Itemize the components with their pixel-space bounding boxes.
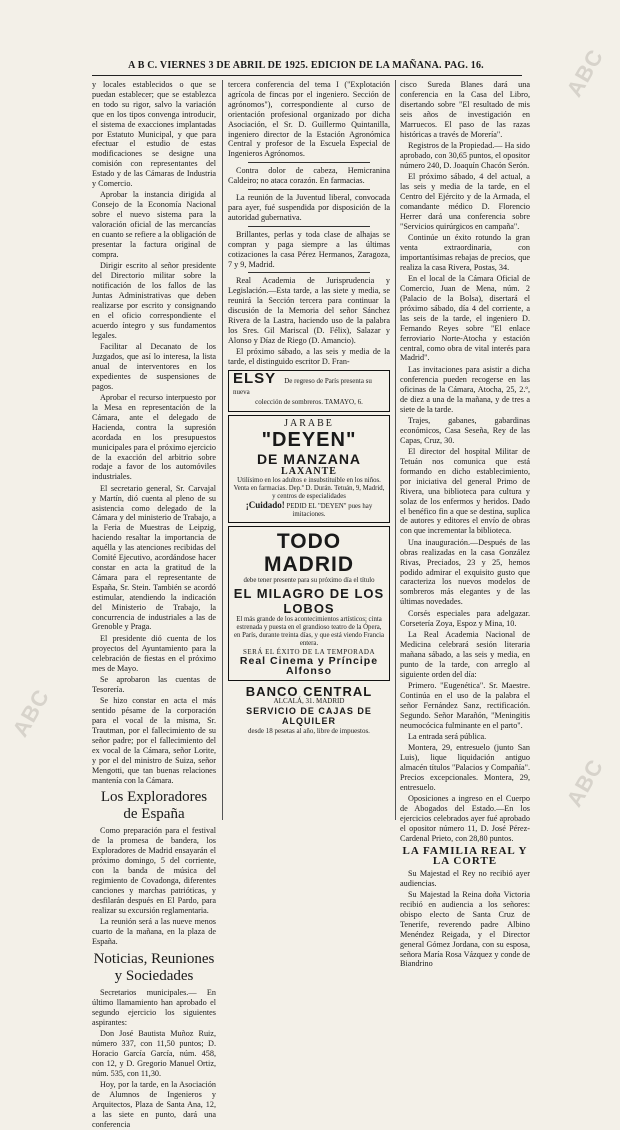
ad-deyen-title: "DEYEN" xyxy=(261,428,357,451)
ad-banco-title: BANCO CENTRAL xyxy=(245,684,373,700)
ad-banco-cajas-sub: desde 18 pesetas al año, libre de impuestos. xyxy=(248,726,370,735)
paragraph: Las invitaciones para asistir a dicha conferencia pueden recogerse en las oficinas de la Cámara, Atocha, 25, 2.º, de diez a una de la mañana, y de tres a siete de la tarde. xyxy=(400,364,530,414)
paragraph: En el local de la Cámara Oficial de Comercio, Juan de Mena, núm. 2 (Palacio de la Bolsa), disertará el próximo sábado, día 4 del corriente, a las seis de la tarde, el ingeniero D. Fernando Reyes sobre "El enlace ferroviario Norte-Atocha y estación central, como obra de vital interés para Madrid". xyxy=(400,274,530,363)
paragraph: Como preparación para el festival de la promesa de bandera, los Exploradores de Madrid ensayarán el próximo domingo, 5 del corriente, con la banda de música del regimiento de Covadonga, diferentes canciones y marchas patrióticas, y desfilarán después en El Pardo, para realizar su excursión reglamentaria. xyxy=(92,826,216,915)
paragraph: Facilitar al Decanato de los Juzgados, que así lo interesa, la lista anual de interventores en los expedientes de suspensiones de pagos. xyxy=(92,342,216,391)
divider xyxy=(248,272,370,273)
watermark-right-bottom: ABC xyxy=(561,754,609,811)
ad-sera: SERÁ EL ÉXITO DE LA TEMPORADA xyxy=(242,647,375,656)
paragraph: Secretarios municipales.— En último llamamiento han aprobado el segundo ejercicio los siguientes aspirantes: xyxy=(92,987,216,1027)
paragraph: Dirigir escrito al señor presidente del Directorio militar sobre la notificación de los fallos de las Juntas Administrativas que deben realizarse por escrito y consignando en el oficio correspondiente el acuerdo íntegro y sus fundamentos legales. xyxy=(92,261,216,340)
ad-deyen xyxy=(228,415,390,523)
paragraph: y locales establecidos o que se puedan establecer; que se establezca en todo su rigor, salvo la variación que en los tipos convenga introducir, el sistema de exacciones implantadas por Estatuto Municipal, y que para efectuar el estudio de estas modificaciones se designe una comisión con representantes del Estado y de las Cámaras de Industria y Comercio. xyxy=(92,80,216,189)
ad-elsy-line1: De regreso de París presenta su nueva xyxy=(233,377,372,396)
header-rule xyxy=(92,75,522,76)
paragraph: Aprobar el recurso interpuesto por la Mesa en representación de la Cámara, ante el delegado de Hacienda, contra la supresión acordada en los presupuestos municipales para el próximo ejercicio de la exacción del arbitrio sobre rodaje a favor de los automóviles industriales. xyxy=(92,393,216,482)
ad-deyen-pedid: PEDID EL "DEYEN" pues hay imitaciones. xyxy=(286,502,373,518)
paragraph: El director del hospital Militar de Tetuán nos comunica que está formando en dicho establecimiento, por iniciativa del general Primo de Rivera, una biblioteca para cultura y solaz de los enfermos y heridos. Dado el benéfico fin a que se destina, suplica de autores y editores el envío de obras con que incrementar la biblioteca. xyxy=(400,447,530,536)
ad-banco-address: ALCALÁ, 31. MADRID xyxy=(273,697,345,706)
watermark-right-top: ABC xyxy=(561,44,609,101)
ad-deyen-text: Utilísimo en los adultos e insubstituible en los niños. Venta en farmacias. Dep.º D. Durán. Tetuán, 9, Madrid, y centros de especialidades xyxy=(233,476,385,500)
column-separator xyxy=(395,80,396,820)
paragraph: Continúe un éxito rotundo la gran venta extraordinaria, con importantísimas rebajas de precios, que realiza la casa Rivera, Postas, 34. xyxy=(400,233,530,272)
paragraph: Registros de la Propiedad.— Ha sido aprobado, con 30,65 puntos, el opositor número 240, D. Joaquín Chacón Serón. xyxy=(400,140,530,170)
ad-deyen-jarabe: JARABE xyxy=(284,417,334,429)
divider xyxy=(248,189,370,190)
paragraph: La entrada será pública. xyxy=(408,732,487,741)
watermark-left: ABC xyxy=(7,684,55,741)
paragraph: tercera conferencia del tema I ("Explotación agrícola de fincas por el ingeniero. Sección de agrónomos"), correspondiente al curso de orientación profesional organizado por dicha Asociación, el Sr. D. Guillermo Quintanilla, ingeniero director de la Estación Agronómica Central y profesor de la Escuela Especial de Ingenieros Agrónomos. xyxy=(228,80,390,159)
column-separator xyxy=(222,80,223,820)
ad-milagro-title: EL MILAGRO DE LOS LOBOS xyxy=(233,585,385,616)
paragraph: Don José Bautista Muñoz Ruiz, número 337, con 11,50 puntos; D. Horacio García García, núm. 458, con 12, y D. Gregorio Manuel Ortiz, núm. 535, con 11,30. xyxy=(92,1028,216,1078)
paragraph: El secretario general, Sr. Carvajal y Martín, dió cuenta al pleno de su asistencia como delegado de la Cámara y del ministerio de Trabajo, a la Feria de Muestras de Leipzig, haciendo resaltar la importancia de aquélla y las atenciones recibidas del Comité Ejecutivo, acordándose hacer constar en acta la gratitud de la Cámara para el representante de España, Sr. Stein. También se acordó estimular, atendiendo la indicación del Ministerio de Trabajo, la concurrencia de industriales a las de Grenoble y Praga. xyxy=(92,483,216,632)
paragraph: Una inauguración.—Después de las obras realizadas en la casa González Rivas, Preciados, 23 y 25, hemos podido admirar el exquisito gusto que caracteriza los nuevos modelos de sombreros más elegantes y de las últimas novedades. xyxy=(400,537,530,607)
ad-todo-madrid xyxy=(228,526,390,682)
ad-elsy-line2: colección de sombreros. TAMAYO, 6. xyxy=(255,397,363,406)
paragraph: Brillantes, perlas y toda clase de alhajas se compran y paga siempre a las últimas cotizaciones la casa Pérez Hermanos, Zaragoza, 7 y 9, Madrid. xyxy=(228,229,390,269)
ad-banco-cajas: SERVICIO DE CAJAS DE ALQUILER xyxy=(246,706,372,726)
ad-deyen-manzana: DE MANZANA xyxy=(256,450,362,467)
section-heading-exploradores: Los Exploradores de España xyxy=(100,789,208,823)
divider xyxy=(248,162,370,163)
paragraph: La reunión de la Juventud liberal, convocada para ayer, fué suspendida por disposición de la autoridad gubernativa. xyxy=(228,193,390,222)
ad-elsy xyxy=(228,370,390,412)
paragraph: Primero. "Eugenética". Sr. Maestre. Continúa en el uso de la palabra el señor Fernández Sanz, rectificación. Segundo. Señor Marañón, "Meningitis neumocócica fulminante en el parto". xyxy=(400,680,530,730)
paragraph: La reunión será a las nueve menos cuarto de la mañana, en la plaza de España. xyxy=(92,917,216,946)
paragraph: Se aprobaron las cuentas de Tesorería. xyxy=(92,674,216,694)
ad-milagro-text: El más grande de los acontecimientos artísticos; cinta estrenada y puesta en el grandioso teatro de la Ópera, en París, durante treinta días, y que está viendo Francia entera. xyxy=(233,615,385,647)
column-1 xyxy=(92,80,216,1129)
paragraph: Su Majestad la Reina doña Victoria recibió en audiencia a los señores: obispo electo de Santa Cruz de Tenerife, reverendo padre Albino Menéndez Reigada, y el Director general Gómez Jordana, con su esposa, señora María Rosa Vázquez y conde de Biandrino xyxy=(400,890,530,969)
paragraph: La Real Academia Nacional de Medicina celebrará sesión literaria mañana sábado, a las seis y media, en punto de la tarde, con arreglo al siguiente orden del día: xyxy=(400,629,530,679)
ad-deyen-cuidado: ¡Cuidado! xyxy=(245,499,285,510)
section-heading-noticias: Noticias, Reuniones y Sociedades xyxy=(93,950,215,984)
paragraph: El próximo sábado, 4 del actual, a las seis y media de la tarde, en el Centro del Ejército y de la Armada, el comandante médico D. Florencio Herrer dará una conferencia sobre "Servicios quirúrgicos en campaña". xyxy=(400,172,530,231)
paragraph: Corsés especiales para adelgazar. Corsetería Zoya, Espoz y Mina, 10. xyxy=(400,608,530,628)
paragraph: Real Academia de Jurisprudencia y Legislación.—Esta tarde, a las siete y media, se reunirá la Sección tercera para continuar la discusión de la Memoria del señor Sánchez Rivera de la Lastra, haciendo uso de la palabra los Sres. Gil Mariscal (D. Félix), Salazar y Alonso y Díaz de Riego (D. Amancio). xyxy=(228,276,390,345)
ad-cinema: Real Cinema y Príncipe Alfonso xyxy=(239,655,379,678)
paragraph: Aprobar la instancia dirigida al Consejo de la Economía Nacional sobre el nuevo sistema para la valoración oficial de las mercancías en cuanto se refiere a la obligación de presentar la factura original de compra. xyxy=(92,190,216,259)
ad-banco-central xyxy=(228,684,390,740)
page-header: A B C. VIERNES 3 DE ABRIL DE 1925. EDICION DE LA MAÑANA. PAG. 16. xyxy=(128,60,484,71)
paragraph: Hoy, por la tarde, en la Asociación de Alumnos de Ingenieros y Arquitectos, Plaza de Santa Ana, 12, a las siete en punto, dará una conferencia xyxy=(92,1079,216,1129)
divider xyxy=(248,226,370,227)
paragraph: Se hizo constar en acta el más sentido pésame de la corporación para el vocal de la misma, Sr. Trautman, por el fallecimiento de su señor padre; por el fallecimiento del ex vocal de la Cámara, señor Lorite, y por el del ministro de Suiza, señor Mengotti, que tan buenas relaciones mantenía con la Cámara. xyxy=(92,696,216,785)
section-heading-familia-real: LA FAMILIA REAL Y LA CORTE xyxy=(402,844,528,867)
paragraph: Su Majestad el Rey no recibió ayer audiencias. xyxy=(400,868,530,888)
column-2 xyxy=(228,80,390,820)
paragraph: Oposiciones a ingreso en el Cuerpo de Abogados del Estado.—En los ejercicios celebrados ayer fué aprobado el opositor número 11, D. José Pérez-Cardenal Prieto, con 28,80 puntos. xyxy=(400,794,530,844)
paragraph: Montera, 29, entresuelo (junto San Luis), lique liquidación antiguo almacén títulos "Palacios y Compañía". Precios excepcionales. Montera, 29, entresuelo. xyxy=(400,743,530,793)
ad-deyen-laxante: LAXANTE xyxy=(281,465,337,477)
ad-todo-madrid-sub: debe tener presente para su próximo día el título xyxy=(243,576,375,584)
paragraph: cisco Sureda Blanes dará una conferencia en la Casa del Libro, disertando sobre "El resultado de mis seis años de investigación en Marruecos. El paso de las razas históricas a través de Morería". xyxy=(400,80,530,139)
paragraph: Contra dolor de cabeza, Hemicranina Caldeiro; no ataca corazón. En farmacias. xyxy=(228,166,390,186)
paragraph: El presidente dió cuenta de los proyectos del Ayuntamiento para la celebración de fiestas en el próximo mes de Mayo. xyxy=(92,633,216,673)
paragraph: El próximo sábado, a las seis y media de la tarde, el distinguido escritor D. Fran- xyxy=(228,347,390,367)
column-3 xyxy=(400,80,530,969)
ad-todo-madrid-title: TODO MADRID xyxy=(264,529,354,576)
ad-elsy-brand: ELSY xyxy=(233,370,277,388)
paragraph: Trajes, gabanes, gabardinas económicos, Casa Seseña, Rey de las Capas, Cruz, 30. xyxy=(400,415,530,445)
